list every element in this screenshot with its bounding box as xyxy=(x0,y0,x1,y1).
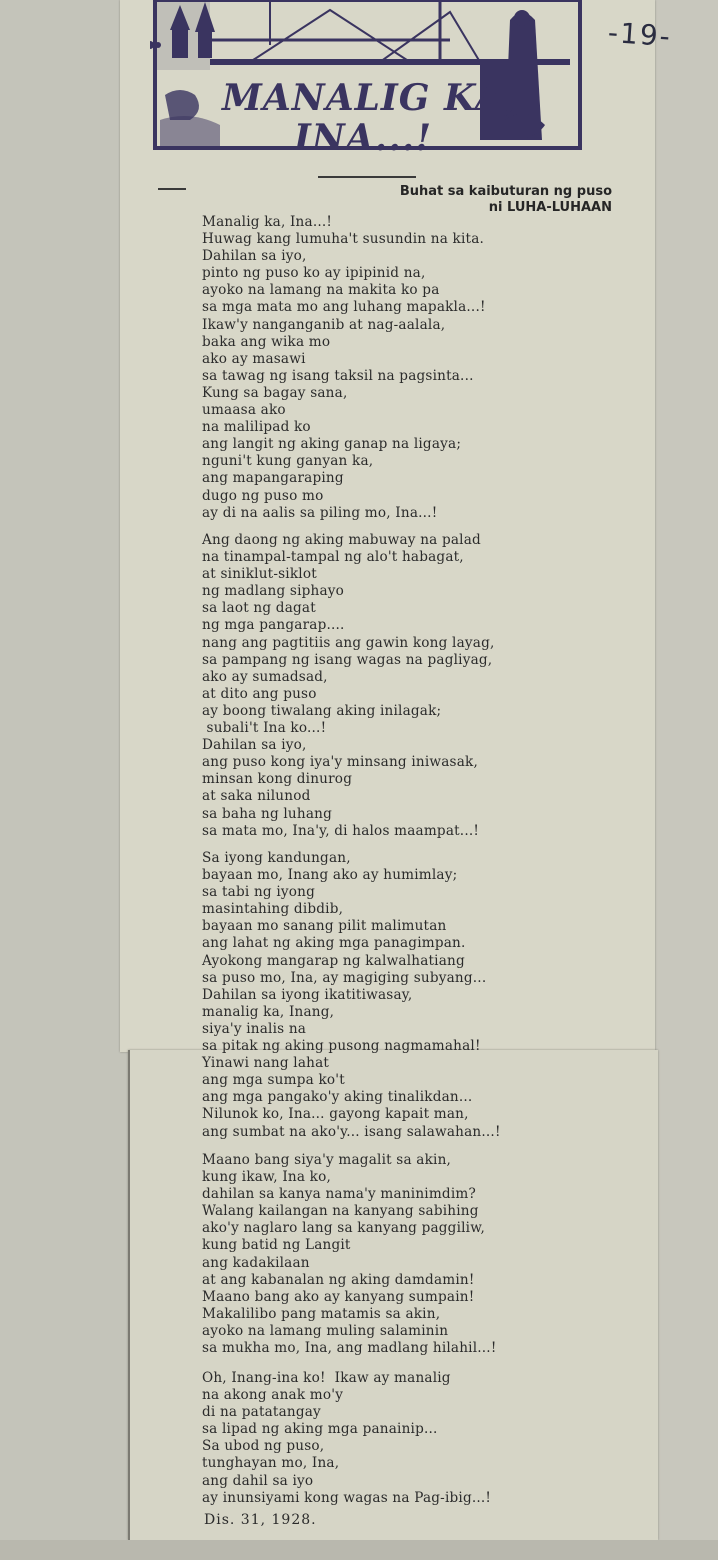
byline-author: ni LUHA-LUHAAN xyxy=(488,200,612,215)
poem-title-line-1: MANALIG KA, xyxy=(222,77,518,119)
background-left xyxy=(0,0,130,1560)
page-bottom-edge xyxy=(0,1540,718,1560)
byline-subtitle: Buhat sa kaibuturan ng puso xyxy=(399,184,612,199)
background-right xyxy=(648,0,718,1560)
stanza-5: Oh, Inang-ina ko! Ikaw ay manalig na akong anak mo'y di na patatangay sa lipad ng aking mga panainip... Sa ubod ng puso, tunghayan mo, Ina, ang dahil sa iyo ay inunsiyami kong wagas na Pag-ibig...! xyxy=(202,1370,492,1506)
poem-title xyxy=(222,78,522,158)
stanza-3: Sa iyong kandungan, bayaan mo, Inang ako ay humimlay; sa tabi ng iyong masintahing dibdib, bayaan mo sanang pilit malimutan ang lahat ng aking mga panagimpan. Ayokong mangarap ng kalwalhatiang sa puso mo, Ina, ay magiging subyang... Dahilan sa iyong ikatitiwasay, manalig ka, Inang, siya'y inalis na sa pitak ng aking pusong nagmamahal! Yinawi nang lahat ang mga sumpa ko't ang mga pangako'y aking tinalikdan... Nilunok ko, Ina... gayong kapait man, ang sumbat na ako'y... isang salawahan...! xyxy=(202,850,501,1140)
poem-date: Dis. 31, 1928. xyxy=(204,1512,317,1528)
handwritten-page-number: -19- xyxy=(606,15,673,54)
margin-dash xyxy=(158,188,186,190)
byline xyxy=(330,184,612,216)
stanza-2: Ang daong ng aking mabuway na palad na tinampal-tampal ng alo't habagat, at siniklut-siklot ng madlang siphayo sa laot ng dagat ng mga pangarap.... nang ang pagtitiis ang gawin kong layag, sa pampang ng isang wagas na pagliyag, ako ay sumadsad, at dito ang puso ay boong tiwalang aking inilagak; subali't Ina ko...! Dahilan sa iyo, ang puso kong iya'y minsang iniwasak, minsan kong dinurog at saka nilunod sa baha ng luhang sa mata mo, Ina'y, di halos maampat...! xyxy=(202,532,495,839)
poem-title-line-2: INA...! xyxy=(294,117,433,159)
title-rule xyxy=(318,176,416,178)
stanza-1: Manalig ka, Ina...! Huwag kang lumuha't susundin na kita. Dahilan sa iyo, pinto ng puso ko ay ipipinid na, ayoko na lamang na makita ko pa sa mga mata mo ang luhang mapakla...! Ikaw'y nanganganib at nag-aalala, baka ang wika mo ako ay masawi sa tawag ng isang taksil na pagsinta... Kung sa bagay sana, umaasa ako na malilipad ko ang langit ng aking ganap na ligaya; nguni't kung ganyan ka, ang mapangaraping dugo ng puso mo ay di na aalis sa piling mo, Ina...! xyxy=(202,214,486,521)
stanza-4: Maano bang siya'y magalit sa akin, kung ikaw, Ina ko, dahilan sa kanya nama'y maninimdim? Walang kailangan na kanyang sabihing ako'y naglaro lang sa kanyang paggiliw, kung batid ng Langit ang kadakilaan at ang kabanalan ng aking damdamin! Maano bang ako ay kanyang sumpain! Makalilibo pang matamis sa akin, ayoko na lamang muling salaminin sa mukha mo, Ina, ang madlang hilahil...! xyxy=(202,1152,497,1357)
